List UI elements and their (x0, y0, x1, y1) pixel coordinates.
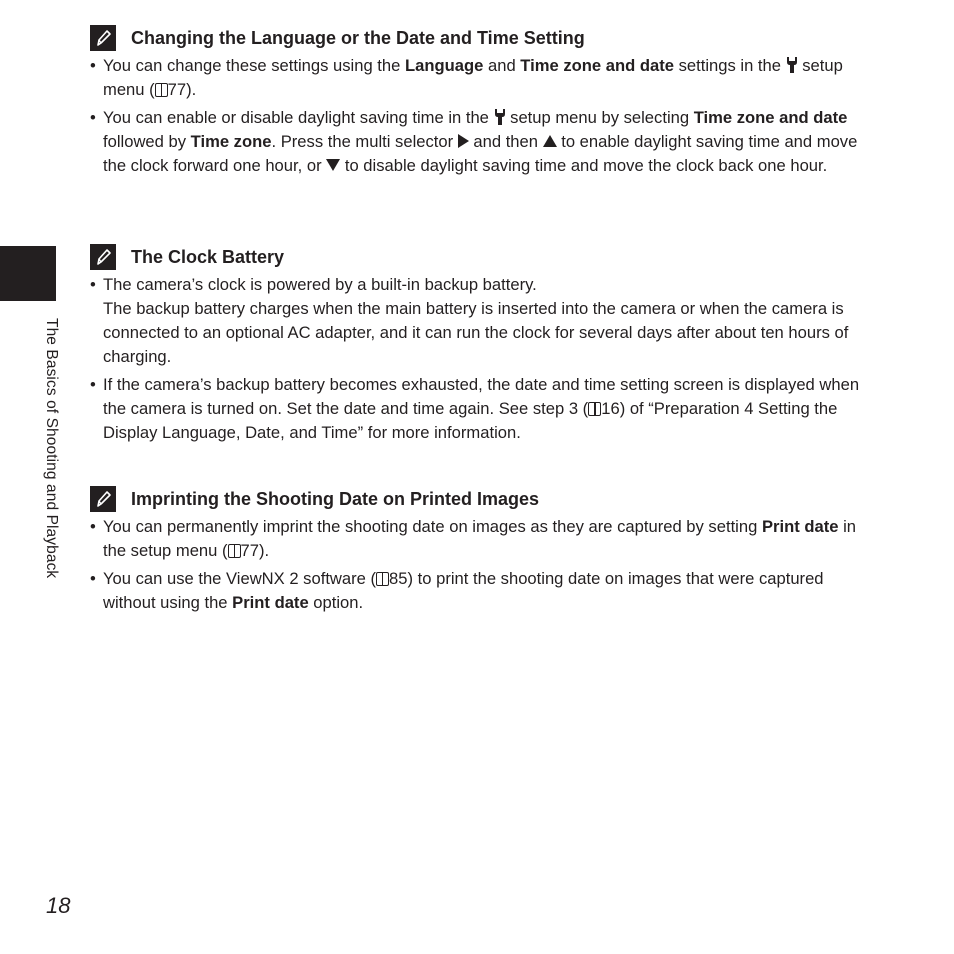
note-title: The Clock Battery (131, 247, 285, 267)
triangle-down-icon (326, 159, 340, 171)
note-title: Imprinting the Shooting Date on Printed Images (131, 489, 540, 509)
list-item: • You can permanently imprint the shooting date on images as they are captured by setting Print date in the setup menu ( 77). (90, 515, 880, 563)
list-item: • You can change these settings using the Language and Time zone and date settings in the setup menu ( 77). (90, 54, 880, 102)
book-icon (228, 544, 241, 558)
list-item: • You can enable or disable daylight saving time in the setup menu by selecting Time zone and date followed by Time zone. Press the multi selector and then to enable daylight saving time and move the clock forward one hour, or to disable daylight saving time and move the clock back one hour. (90, 106, 880, 178)
note-clock-battery (90, 244, 880, 445)
note-title: Changing the Language or the Date and Time Setting (131, 28, 585, 48)
chapter-label: The Basics of Shooting and Playback (43, 318, 60, 579)
list-item: • The camera’s clock is powered by a built-in backup battery. The backup battery charges when the main battery is inserted into the camera or when the camera is connected to an optional AC adapter, and it can run the clock for several days after about ten hours of charging. (90, 273, 880, 369)
book-icon (588, 402, 601, 416)
pencil-icon (90, 486, 116, 512)
pencil-icon (90, 25, 116, 51)
note-imprint-date (90, 486, 880, 615)
book-icon (376, 572, 389, 586)
note-language-date (90, 25, 880, 178)
list-item: • You can use the ViewNX 2 software ( 85) to print the shooting date on images that were captured without using the Print date option. (90, 567, 880, 615)
chapter-tab (0, 246, 56, 301)
triangle-up-icon (543, 135, 557, 147)
page-number: 18 (46, 893, 71, 918)
list-item: • If the camera’s backup battery becomes exhausted, the date and time setting screen is displayed when the camera is turned on. Set the date and time again. See step 3 ( 16) of “Preparation 4 Setting the Display Language, Date, and Time” for more information. (90, 373, 880, 445)
wrench-icon (786, 56, 798, 74)
pencil-icon (90, 244, 116, 270)
book-icon (155, 83, 168, 97)
triangle-right-icon (458, 134, 469, 148)
wrench-icon (494, 108, 506, 126)
